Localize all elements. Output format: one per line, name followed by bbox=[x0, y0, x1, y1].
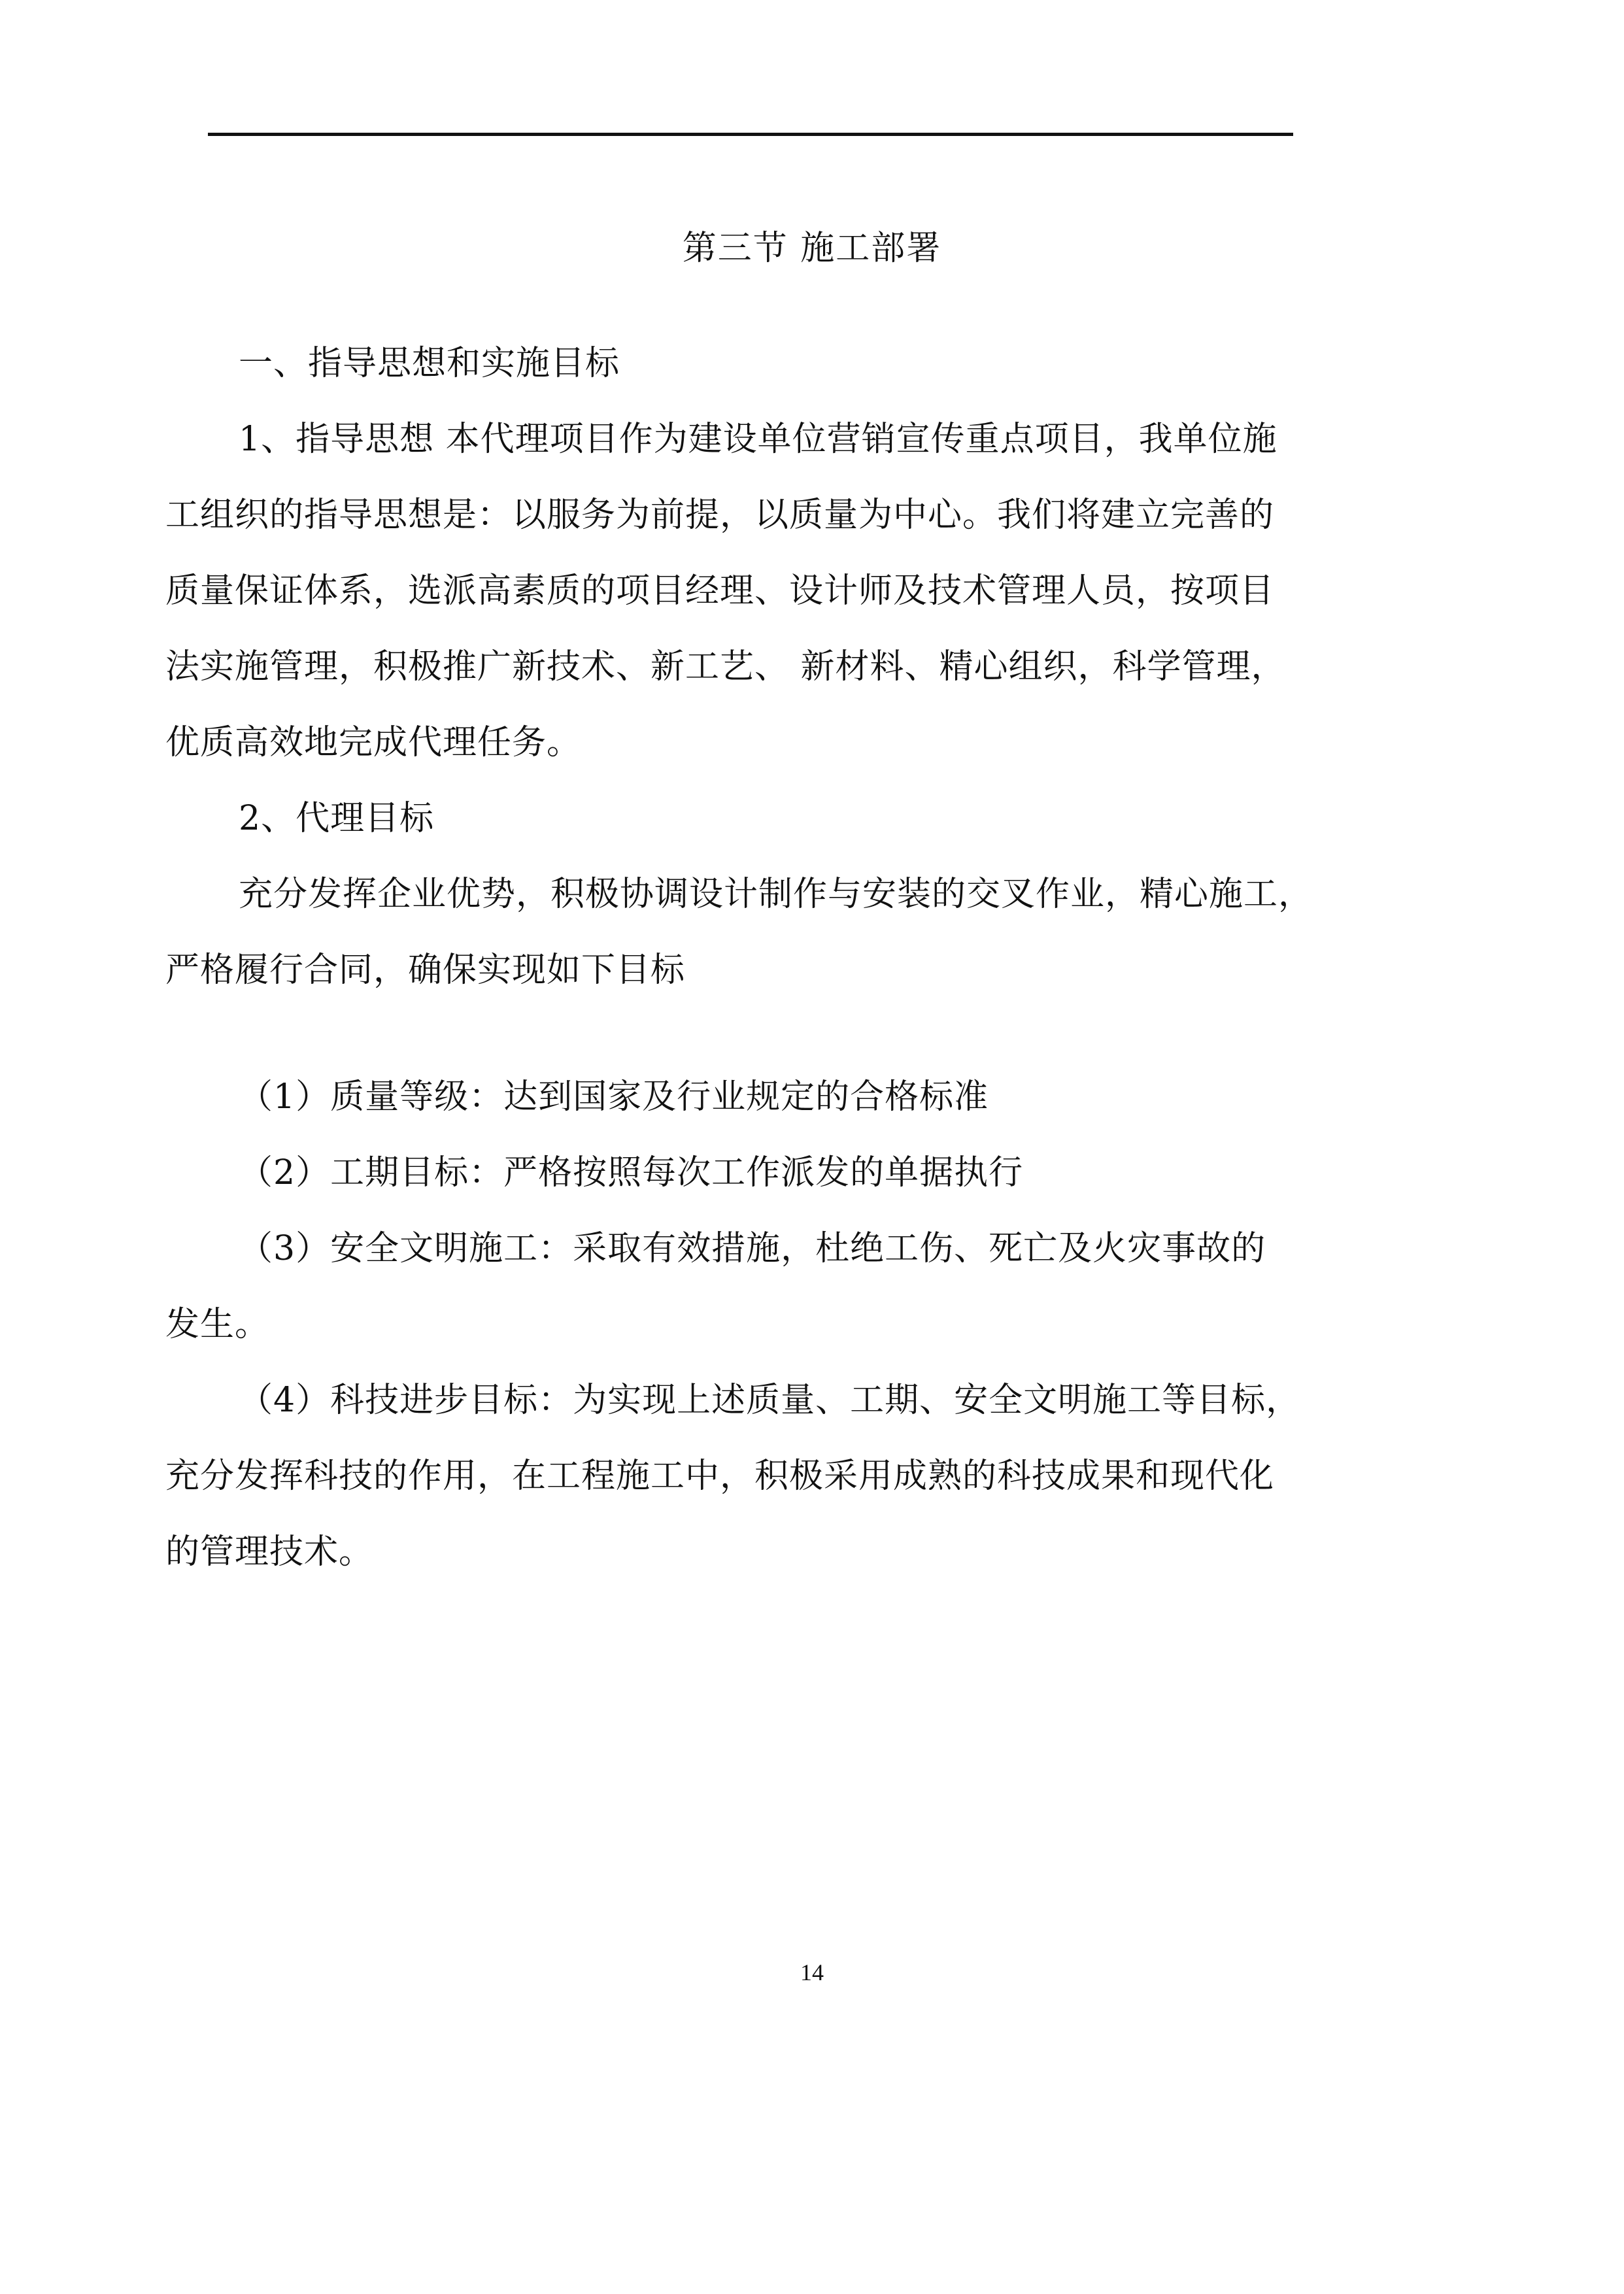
goal-schedule: （2）工期目标：严格按照每次工作派发的单据执行 bbox=[239, 1153, 1024, 1192]
paragraph-line: 法实施管理，积极推广新技术、新工艺、 新材料、精心组织，科学管理， bbox=[165, 647, 1286, 686]
header-rule bbox=[208, 133, 1293, 136]
heading-guiding-ideology-and-goals: 一、指导思想和实施目标 bbox=[239, 344, 620, 383]
goal-safety: （3）安全文明施工：采取有效措施，杜绝工伤、死亡及火灾事故的 bbox=[239, 1229, 1266, 1268]
page-number: 14 bbox=[800, 1959, 824, 1985]
paragraph-line: 质量保证体系，选派高素质的项目经理、设计师及技术管理人员，按项目 bbox=[165, 571, 1275, 611]
paragraph-line: 的管理技术。 bbox=[165, 1532, 374, 1572]
subheading-agency-goals: 2、代理目标 bbox=[239, 799, 435, 838]
paragraph-line: 严格履行合同，确保实现如下目标 bbox=[165, 951, 686, 990]
section-title: 第三节 施工部署 bbox=[682, 229, 942, 268]
paragraph-line: 发生。 bbox=[165, 1305, 270, 1344]
paragraph-line: 1、指导思想 本代理项目作为建设单位营销宣传重点项目，我单位施 bbox=[239, 420, 1277, 459]
paragraph-line: 优质高效地完成代理任务。 bbox=[165, 723, 582, 762]
paragraph-line: 充分发挥企业优势，积极协调设计制作与安装的交叉作业，精心施工， bbox=[239, 875, 1313, 914]
goal-technology-progress: （4）科技进步目标：为实现上述质量、工期、安全文明施工等目标， bbox=[239, 1381, 1301, 1420]
goal-quality-grade: （1）质量等级：达到国家及行业规定的合格标准 bbox=[239, 1077, 989, 1117]
paragraph-line: 充分发挥科技的作用，在工程施工中，积极采用成熟的科技成果和现代化 bbox=[165, 1457, 1275, 1496]
paragraph-line: 工组织的指导思想是：以服务为前提，以质量为中心。我们将建立完善的 bbox=[165, 496, 1275, 535]
